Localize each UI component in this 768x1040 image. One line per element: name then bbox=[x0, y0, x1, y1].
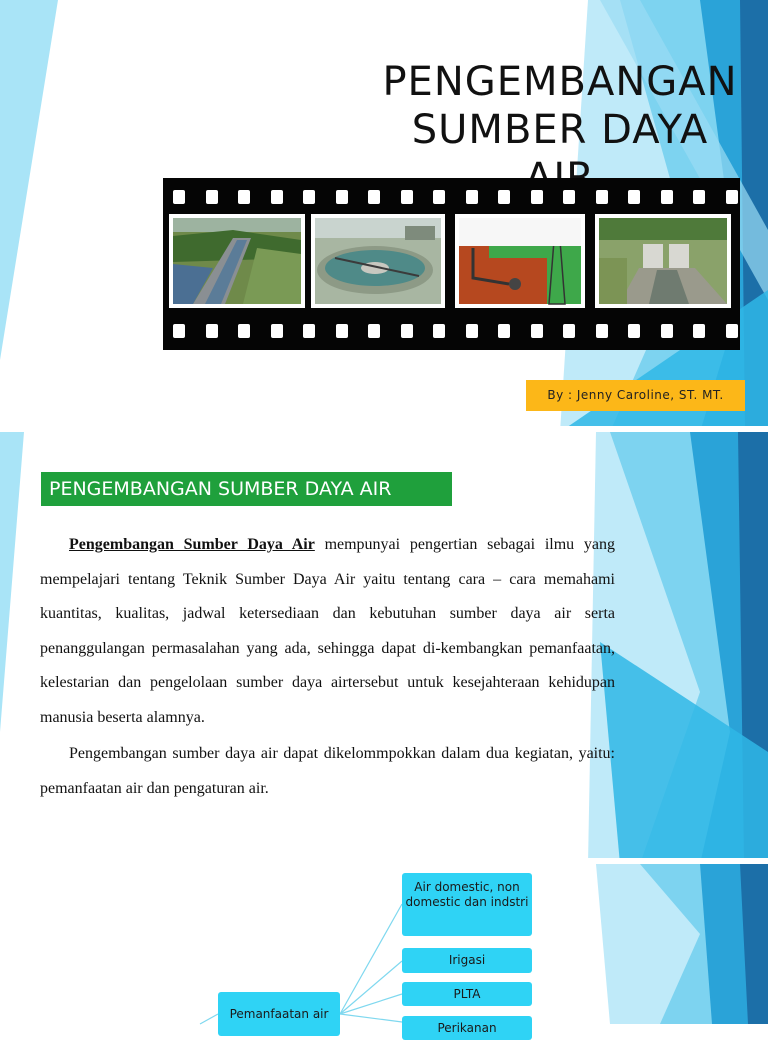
film-perforation bbox=[693, 324, 705, 338]
film-perforation bbox=[498, 190, 510, 204]
film-perforation bbox=[271, 324, 283, 338]
film-perforation bbox=[498, 324, 510, 338]
film-perforation bbox=[628, 324, 640, 338]
filmstrip-frame-hydropower bbox=[455, 214, 585, 308]
diagram-node-irigasi: Irigasi bbox=[402, 948, 532, 973]
treatment-plant-photo-icon bbox=[315, 218, 441, 304]
film-perforation bbox=[596, 324, 608, 338]
diagram-node-perikanan: Perikanan bbox=[402, 1016, 532, 1040]
film-perforation bbox=[596, 190, 608, 204]
canal-photo-icon bbox=[173, 218, 301, 304]
filmstrip-frame-irrigation bbox=[595, 214, 731, 308]
film-perforation bbox=[303, 324, 315, 338]
film-perforation bbox=[466, 324, 478, 338]
title-line-2: SUMBER DAYA bbox=[411, 107, 709, 153]
author-byline: By : Jenny Caroline, ST. MT. bbox=[526, 380, 745, 411]
film-perforation bbox=[173, 324, 185, 338]
title-slide bbox=[0, 0, 768, 432]
film-perforation bbox=[206, 190, 218, 204]
film-perforation bbox=[563, 190, 575, 204]
film-perforation bbox=[336, 324, 348, 338]
film-perforation bbox=[336, 190, 348, 204]
definition-slide bbox=[0, 432, 768, 864]
film-perforation bbox=[433, 324, 445, 338]
filmstrip-frame-canal bbox=[169, 214, 305, 308]
film-perforation bbox=[401, 190, 413, 204]
definition-text bbox=[40, 528, 615, 806]
irrigation-gate-photo-icon bbox=[599, 218, 727, 304]
film-perforation bbox=[531, 190, 543, 204]
film-perforation bbox=[173, 190, 185, 204]
film-perforation bbox=[433, 190, 445, 204]
title-line-1: PENGEMBANGAN bbox=[382, 59, 738, 105]
diagram-slide bbox=[0, 864, 768, 1035]
film-perforation bbox=[206, 324, 218, 338]
film-perforation bbox=[628, 190, 640, 204]
definition-paragraph bbox=[40, 528, 615, 735]
diagram-connectors bbox=[0, 864, 768, 1024]
film-perforation bbox=[238, 190, 250, 204]
diagram-node-domestic: Air domestic, non domestic dan indstri bbox=[402, 873, 532, 936]
section-heading: PENGEMBANGAN SUMBER DAYA AIR bbox=[41, 472, 452, 506]
film-perforation bbox=[271, 190, 283, 204]
film-perforation bbox=[368, 190, 380, 204]
film-perforation bbox=[531, 324, 543, 338]
filmstrip-frame-treatment bbox=[311, 214, 445, 308]
film-perforation bbox=[726, 190, 738, 204]
film-perforation bbox=[661, 324, 673, 338]
definition-body: mempunyai pengertian sebagai ilmu yang mempelajari tentang Teknik Sumber Daya Air yaitu tentang cara – cara memahami kuantitas, kualitas, jadwal ketersediaan dan kebutuhan sumber daya air serta penanggulangan permasalahan yang ada, sehingga dapat di-kembangkan pemanfaatan, kelestarian dan pengelolaan sumber daya airtersebut untuk kesejahteraan kehidupan manusia beserta alamnya. bbox=[40, 536, 615, 726]
film-perforation bbox=[563, 324, 575, 338]
grouping-paragraph: Pengembangan sumber daya air dapat dikelommpokkan dalam dua kegiatan, yaitu: pemanfaatan air dan pengaturan air. bbox=[40, 745, 615, 797]
diagram-node-plta: PLTA bbox=[402, 982, 532, 1006]
film-perforation bbox=[466, 190, 478, 204]
diagram-root-pemanfaatan: Pemanfaatan air bbox=[218, 992, 340, 1036]
film-perforation bbox=[401, 324, 413, 338]
film-perforation bbox=[238, 324, 250, 338]
film-perforation bbox=[368, 324, 380, 338]
hydropower-diagram-icon bbox=[459, 218, 581, 304]
film-perforation bbox=[726, 324, 738, 338]
filmstrip bbox=[163, 178, 740, 350]
film-perforation bbox=[693, 190, 705, 204]
film-perforation bbox=[661, 190, 673, 204]
definition-term: Pengembangan Sumber Daya Air bbox=[69, 536, 315, 553]
film-perforation bbox=[303, 190, 315, 204]
